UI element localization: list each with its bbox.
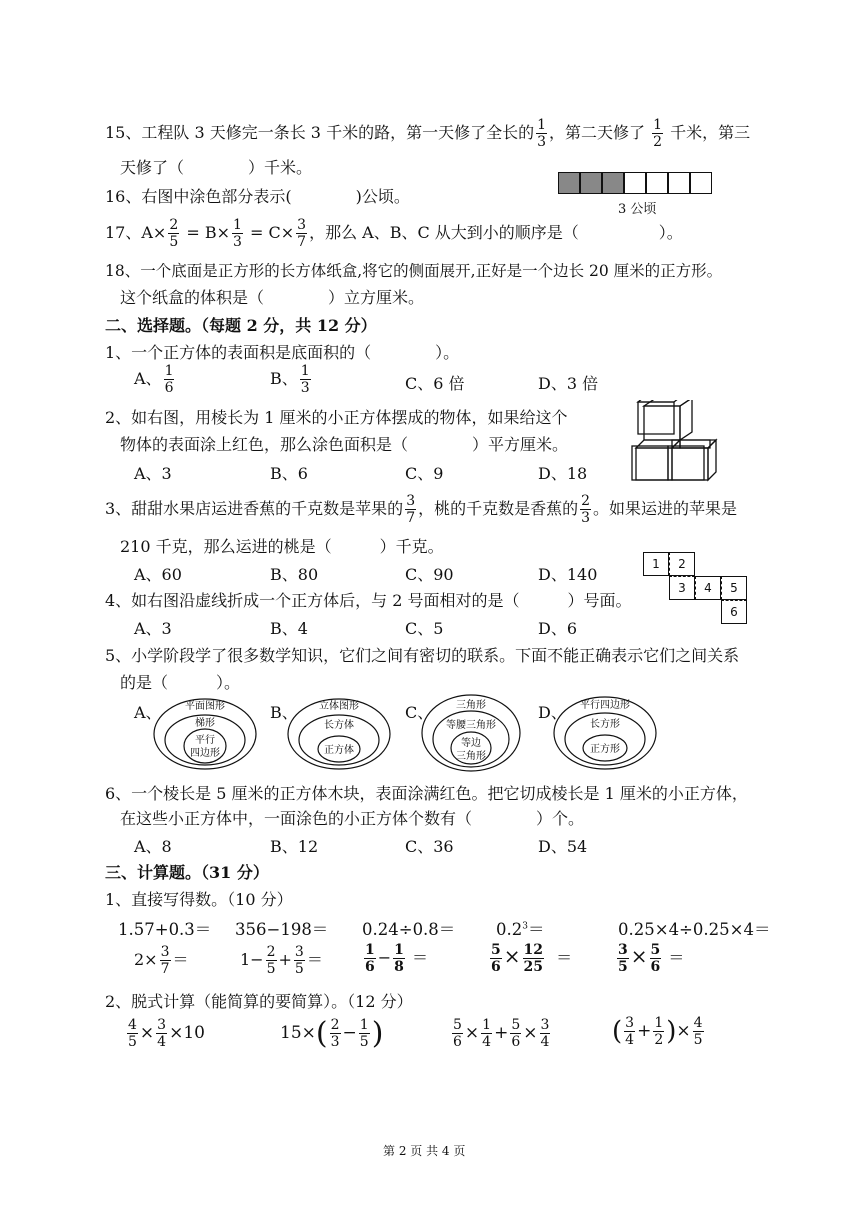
c4-option-c: C、5 [405,619,444,638]
net-face-3: 3 [669,576,695,600]
q16-text: 16、右图中涂色部分表示( )公顷。 [105,187,410,206]
c2-option-c: C、9 [405,464,444,483]
c6-option-a: A、8 [134,837,172,856]
svg-text:平行: 平行 [195,735,215,746]
calc-item: 1.57+0.3＝ [118,920,212,939]
net-face-5: 5 [721,576,747,600]
q15-text: ，第二天修了 [549,123,646,142]
c4-option-b: B、4 [270,619,308,638]
c6-line1: 6、一个棱长是 5 厘米的正方体木块，表面涂满红色。把它切成棱长是 1 厘米的小正方体， [105,784,748,803]
calc2-expr-1: $\frac{4}{5}$ × $\frac{3}{4}$ ×10 [128,1017,205,1050]
c3-line2: 210 千克，那么运进的桃是（ ）千克。 [120,537,444,556]
venn-d [552,694,660,772]
svg-text:长方体: 长方体 [324,720,354,731]
c6-option-c: C、36 [405,837,454,856]
fraction: $\frac{1}{2}$ [653,117,663,150]
calc2-expr-4: ( $\frac{3}{4}$ + $\frac{1}{2}$ )× $\frac{4}{5}$ [612,1015,703,1048]
q15-text: 千米，第三 [670,123,751,142]
c5-line1: 5、小学阶段学了很多数学知识，它们之间有密切的联系。下面不能正确表示它们之间关系 [105,646,740,665]
c1-option-d: D、3 倍 [538,374,599,393]
q18-line1: 18、一个底面是正方形的长方体纸盒,将它的侧面展开,正好是一个边长 20 厘米的正方形。 [105,262,723,280]
calc-item: $0.2^3=$ [496,920,545,939]
fraction: $\frac{1}{3}$ [537,117,546,150]
svg-text:等腰三角形: 等腰三角形 [446,720,496,731]
calc-item: $\frac{5}{6}$ × $\frac{12}{25}$ ＝ [491,942,573,975]
svg-text:平行四边形: 平行四边形 [580,700,630,711]
calc-item: 356−198＝ [235,920,329,939]
c3-option-d: D、140 [538,565,598,584]
c3-option-c: C、90 [405,565,454,584]
c6-option-b: B、12 [270,837,319,856]
calc2-expr-2: 15×( $\frac{2}{3}$ − $\frac{1}{5}$ ) [280,1016,384,1051]
c5-option-d: D、 [538,703,567,722]
net-face-2: 2 [669,552,695,576]
net-face-1: 1 [643,552,669,576]
c6-line2: 在这些小正方体中，一面涂色的小正方体个数有（ ）个。 [120,809,585,828]
calc-item: $\frac{1}{6}$ − $\frac{1}{8}$ ＝ [365,942,429,975]
svg-text:正方形: 正方形 [590,744,620,755]
section-title: 三、计算题。（31 分） [105,863,269,882]
calc-item: 0.24÷0.8＝ [362,920,456,939]
calc-item: 0.25×4÷0.25×4＝ [618,920,771,939]
c4-option-a: A、3 [134,619,172,638]
c5-option-a: A、 [134,703,162,722]
c3-option-b: B、80 [270,565,319,584]
svg-text:平面图形: 平面图形 [185,701,225,712]
c3-option-a: A、60 [134,565,182,584]
c6-option-d: D、54 [538,837,588,856]
c2-option-a: A、3 [134,464,172,483]
c1-option-a: A、 $\frac{1}{6}$ [134,363,174,396]
q17-line: 17、A× $\frac{2}{5}$ = B× $\frac{1}{3}$ = C× $\frac{3}{7}$ ，那么 A、B、C 从大到小的顺序是（ ）。 [105,217,683,250]
c2-option-d: D、18 [538,464,588,483]
svg-text:立体图形: 立体图形 [319,701,359,712]
svg-text:梯形: 梯形 [195,718,215,729]
net-face-4: 4 [695,576,721,600]
c4-text: 4、如右图沿虚线折成一个正方体后，与 2 号面相对的是（ ）号面。 [105,591,632,610]
calc2-title: 2、脱式计算（能简算的要简算）。（12 分） [105,992,413,1011]
c1-option-b: B、 $\frac{1}{3}$ [270,363,310,396]
c5-option-b: B、 [270,703,298,722]
calc2-expr-3: $\frac{5}{6}$ × $\frac{1}{4}$ + $\frac{5}{6}$ × $\frac{3}{4}$ [453,1017,550,1050]
c2-line1: 2、如右图，用棱长为 1 厘米的小正方体摆成的物体，如果给这个 [105,408,568,427]
venn-c [420,692,524,774]
c5-line2: 的是（ ）。 [120,673,241,692]
page-footer: 第 2 页 共 4 页 [383,1144,466,1158]
c3-line1: 3、甜甜水果店运进香蕉的千克数是苹果的 $\frac{3}{7}$ ，桃的千克数是香蕉的 $\frac{2}{3}$ 。如果运进的苹果是 [105,493,738,526]
calc-item: 2× $\frac{3}{7}$ ＝ [134,944,189,977]
venn-a [152,696,260,772]
c1-option-c: C、6 倍 [405,374,465,393]
calc-item: 1− $\frac{2}{5}$ + $\frac{3}{5}$ ＝ [240,944,323,977]
net-face-6: 6 [721,600,747,624]
svg-text:长方形: 长方形 [590,719,620,730]
q15-text: 15、工程队 3 天修完一条长 3 千米的路，第一天修了全长的 [105,123,535,142]
svg-text:三角形: 三角形 [456,751,486,762]
q15-line2: 天修了（ ）千米。 [120,158,313,177]
svg-text:等边: 等边 [461,738,481,749]
calc1-title: 1、直接写得数。（10 分） [105,890,293,909]
calc-item: $\frac{3}{5}$ × $\frac{5}{6}$ ＝ [618,942,685,975]
section-title: 二、选择题。（每题 2 分，共 12 分） [105,316,377,335]
c5-option-c: C、 [405,703,434,722]
svg-text:正方体: 正方体 [324,745,354,756]
grid-caption: 3 公顷 [618,202,657,217]
svg-text:四边形: 四边形 [190,748,220,759]
svg-text:三角形: 三角形 [456,700,486,711]
c1-text: 1、一个正方体的表面积是底面积的（ ）。 [105,343,460,362]
c4-option-d: D、6 [538,619,578,638]
cubes-figure [630,400,720,482]
q15-line1 [105,118,750,149]
c2-option-b: B、6 [270,464,308,483]
q18-line2: 这个纸盒的体积是（ ）立方厘米。 [120,288,425,307]
venn-b [286,696,394,772]
c2-line2: 物体的表面涂上红色，那么涂色面积是（ ）平方厘米。 [120,435,569,454]
